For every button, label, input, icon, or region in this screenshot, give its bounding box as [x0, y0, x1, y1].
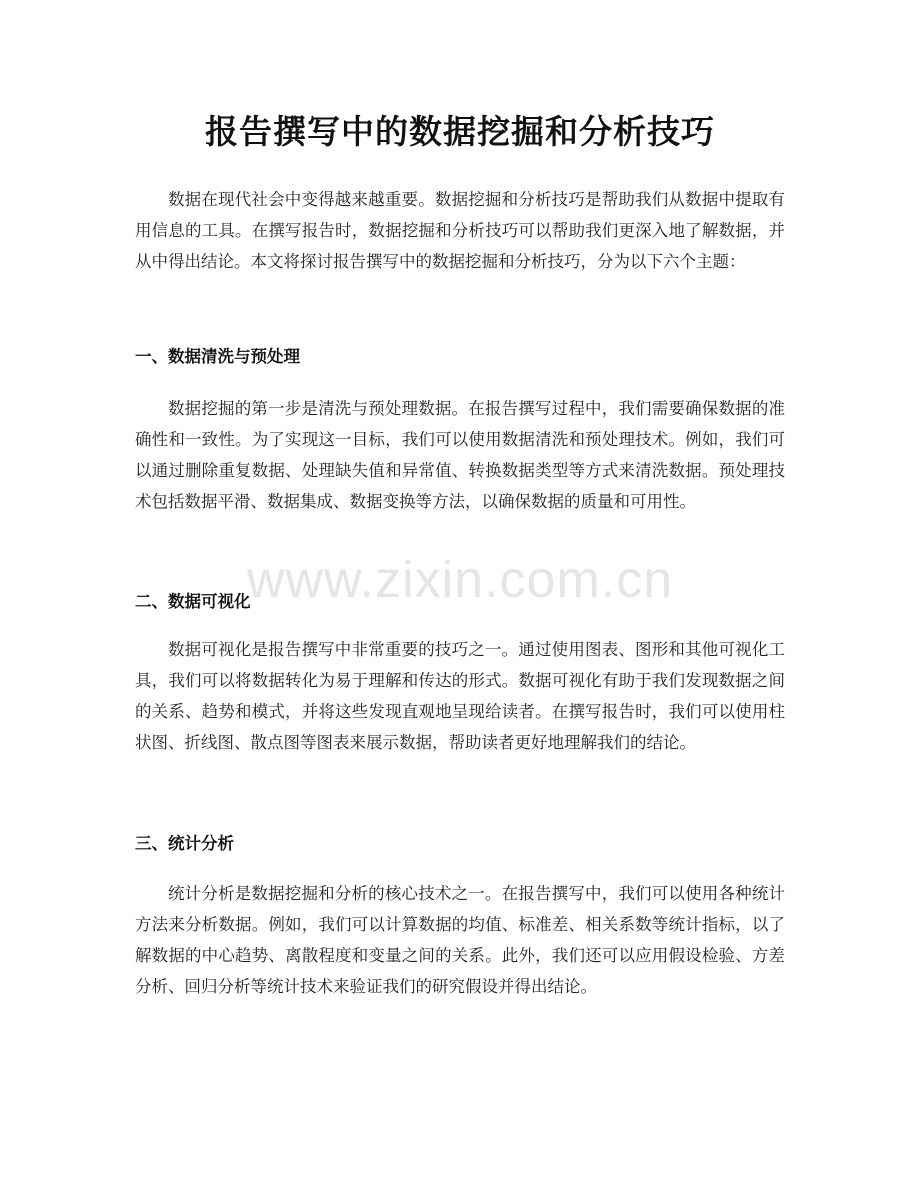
section-heading-3: 三、统计分析: [135, 834, 234, 853]
intro-paragraph: 数据在现代社会中变得越来越重要。数据挖掘和分析技巧是帮助我们从数据中提取有用信息的工具。在撰写报告时，数据挖掘和分析技巧可以帮助我们更深入地了解数据，并从中得出结论。本文将探讨报告撰写中的数据挖掘和分析技巧，分为以下六个主题：: [135, 190, 785, 271]
watermark: www.zixin.com.cn: [246, 551, 674, 609]
section-body-1: 数据挖掘的第一步是清洗与预处理数据。在报告撰写过程中，我们需要确保数据的准确性和一致性。为了实现这一目标，我们可以使用数据清洗和预处理技术。例如，我们可以通过删除重复数据、处理缺失值和异常值、转换数据类型等方式来清洗数据。预处理技术包括数据平滑、数据集成、数据变换等方法，以确保数据的质量和可用性。: [135, 399, 785, 511]
document-title: 报告撰写中的数据挖掘和分析技巧: [205, 112, 715, 151]
section-heading-2: 二、数据可视化: [135, 592, 251, 611]
section-body-2: 数据可视化是报告撰写中非常重要的技巧之一。通过使用图表、图形和其他可视化工具，我们可以将数据转化为易于理解和传达的形式。数据可视化有助于我们发现数据之间的关系、趋势和模式，并将这些发现直观地呈现给读者。在撰写报告时，我们可以使用柱状图、折线图、散点图等图表来展示数据，帮助读者更好地理解我们的结论。: [135, 640, 785, 752]
section-body-3: 统计分析是数据挖掘和分析的核心技术之一。在报告撰写中，我们可以使用各种统计方法来分析数据。例如，我们可以计算数据的均值、标准差、相关系数等统计指标，以了解数据的中心趋势、离散程度和变量之间的关系。此外，我们还可以应用假设检验、方差分析、回归分析等统计技术来验证我们的研究假设并得出结论。: [135, 884, 785, 996]
section-heading-1: 一、数据清洗与预处理: [135, 347, 300, 366]
